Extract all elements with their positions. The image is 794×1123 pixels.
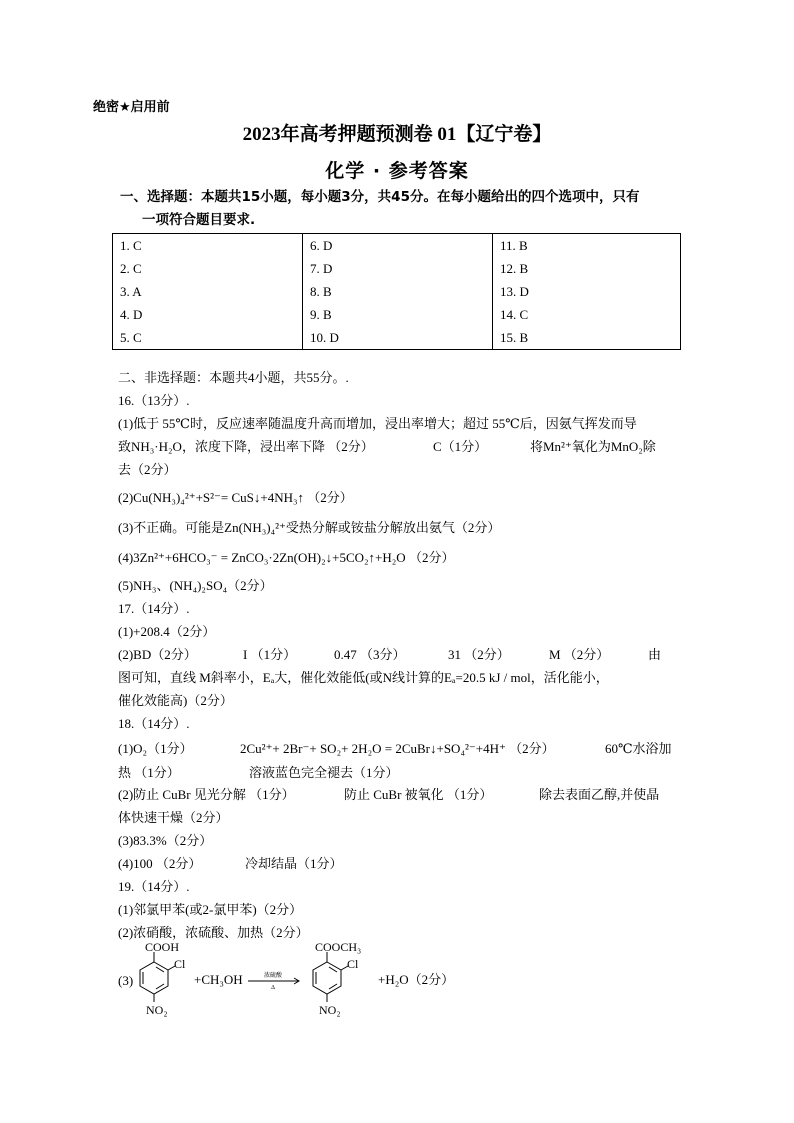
product-cl-group: Cl — [347, 957, 359, 971]
q16-answer-1a: (1)低于 55℃时，反应速率随温度升高而增加，浸出率增大；超过 55℃后，因氨气挥发而导 — [118, 416, 637, 431]
answer-cell: 10. D — [303, 326, 493, 350]
q17-answer-2b: I （1分） — [243, 647, 297, 662]
q16-heading: 16.（13分）. — [118, 393, 190, 408]
section-choice-line1: 一、选择题：本题共15小题，每小题3分，共45分。在每小题给出的四个选项中，只有 — [120, 189, 640, 205]
q18-answer-2c: 除去表面乙醇,并使晶 — [539, 787, 660, 802]
section-choice-heading — [120, 186, 680, 232]
q17-answer-2f: 由 — [648, 647, 662, 662]
arrow-condition-top: 浓硫酸 — [263, 973, 283, 979]
reactant-no2-group: NO₂ — [146, 1003, 168, 1017]
arrow-condition-bottom: Δ — [271, 985, 275, 991]
table-row — [113, 280, 681, 303]
answer-cell: 9. B — [303, 303, 493, 326]
q18-answer-4b: 冷却结晶（1分） — [245, 856, 343, 871]
product-ester-group: COOCH₃ — [315, 940, 362, 954]
confidential-label: 绝密★启用前 — [93, 100, 170, 115]
q18-answer-2a: (2)防止 CuBr 见光分解 （1分） — [118, 787, 295, 802]
q18-answer-4a: (4)100 （2分） — [118, 856, 202, 871]
q17-answer-2d: 31 （2分） — [448, 647, 510, 662]
reactant-benzene-ring — [140, 952, 175, 1002]
reactant-cooh-group: COOH — [145, 940, 180, 954]
q19-heading: 19.（14分）. — [118, 879, 190, 894]
table-row — [113, 326, 681, 350]
q16-answer-1d: 将Mn²⁺氧化为MnO₂除 — [530, 439, 656, 454]
q18-answer-1c: 60℃水浴加 — [605, 741, 672, 756]
table-row — [113, 257, 681, 280]
q16-answer-4: (4)3Zn²⁺+6HCO₃⁻ = ZnCO₃·2Zn(OH)₂↓+5CO₂↑+H₂O （2分） — [118, 550, 455, 565]
q18-answer-2b: 防止 CuBr 被氧化 （1分） — [344, 787, 493, 802]
water-term: +H₂O（2分） — [378, 972, 455, 987]
answer-cell: 15. B — [493, 326, 681, 350]
q17-answer-2h: 催化效能高)（2分） — [118, 693, 233, 708]
answer-cell: 14. C — [493, 303, 681, 326]
q16-answer-1e: 去（2分） — [118, 462, 177, 477]
q16-answer-3: (3)不正确。可能是Zn(NH₃)₄²⁺受热分解或铵盐分解放出氨气（2分） — [118, 520, 501, 535]
answer-cell: 4. D — [113, 303, 303, 326]
answer-cell: 7. D — [303, 257, 493, 280]
answer-cell: 6. D — [303, 234, 493, 258]
answer-cell: 13. D — [493, 280, 681, 303]
q18-answer-1b: 2Cu²⁺+ 2Br⁻+ SO₂+ 2H₂O = 2CuBr↓+SO₄²⁻+4H⁺ （2分） — [240, 741, 555, 756]
q18-heading: 18.（14分）. — [118, 716, 190, 731]
exam-subtitle: 化学 · 参考答案 — [325, 160, 469, 182]
q17-answer-1: (1)+208.4（2分） — [118, 624, 216, 639]
answer-table — [112, 233, 681, 350]
product-benzene-ring — [313, 952, 348, 1002]
q18-answer-3: (3)83.3%（2分） — [118, 833, 213, 848]
product-no2-group: NO₂ — [319, 1003, 341, 1017]
q16-answer-1c: C（1分） — [433, 439, 488, 454]
q18-answer-1d: 热 （1分） — [118, 765, 180, 780]
answer-cell: 12. B — [493, 257, 681, 280]
q17-answer-2g: 图可知，直线 M斜率小，Eₐ大，催化效能低(或N线计算的Eₐ=20.5 kJ / mol，活化能小， — [118, 670, 609, 685]
q18-answer-2d: 体快速干燥（2分） — [118, 810, 229, 825]
q17-heading: 17.（14分）. — [118, 601, 190, 616]
answer-cell: 8. B — [303, 280, 493, 303]
esterification-equation — [112, 940, 472, 1020]
exam-title: 2023年高考押题预测卷 01【辽宁卷】 — [242, 124, 552, 145]
q16-answer-1b: 致NH₃·H₂O，浓度下降，浸出率下降 （2分） — [118, 439, 374, 454]
q16-answer-5: (5)NH₃、(NH₄)₂SO₄（2分） — [118, 578, 273, 593]
q18-answer-1e: 溶液蓝色完全褪去（1分） — [249, 765, 399, 780]
answer-cell: 3. A — [113, 280, 303, 303]
q16-answer-2: (2)Cu(NH₃)₄²⁺+S²⁻= CuS↓+4NH₃↑ （2分） — [118, 490, 353, 505]
section-nonchoice-heading: 二、非选择题：本题共4小题，共55分。. — [118, 370, 349, 385]
answer-cell: 1. C — [113, 234, 303, 258]
table-row — [113, 303, 681, 326]
reactant-cl-group: Cl — [174, 957, 186, 971]
q17-answer-2c: 0.47 （3分） — [334, 647, 406, 662]
answer-cell: 2. C — [113, 257, 303, 280]
q19-item-number: (3) — [118, 973, 134, 988]
answer-cell: 11. B — [493, 234, 681, 258]
q18-answer-1a: (1)O₂（1分） — [118, 741, 193, 756]
q17-answer-2e: M （2分） — [549, 647, 610, 662]
q19-answer-2: (2)浓硝酸，浓硫酸、加热（2分） — [118, 925, 309, 940]
q19-answer-1: (1)邻氯甲苯(或2-氯甲苯)（2分） — [118, 902, 303, 917]
methanol-term: +CH₃OH — [194, 972, 243, 987]
answer-cell: 5. C — [113, 326, 303, 350]
section-choice-line2: 一项符合题目要求. — [142, 212, 256, 228]
table-row — [113, 234, 681, 258]
q17-answer-2a: (2)BD（2分） — [118, 647, 197, 662]
